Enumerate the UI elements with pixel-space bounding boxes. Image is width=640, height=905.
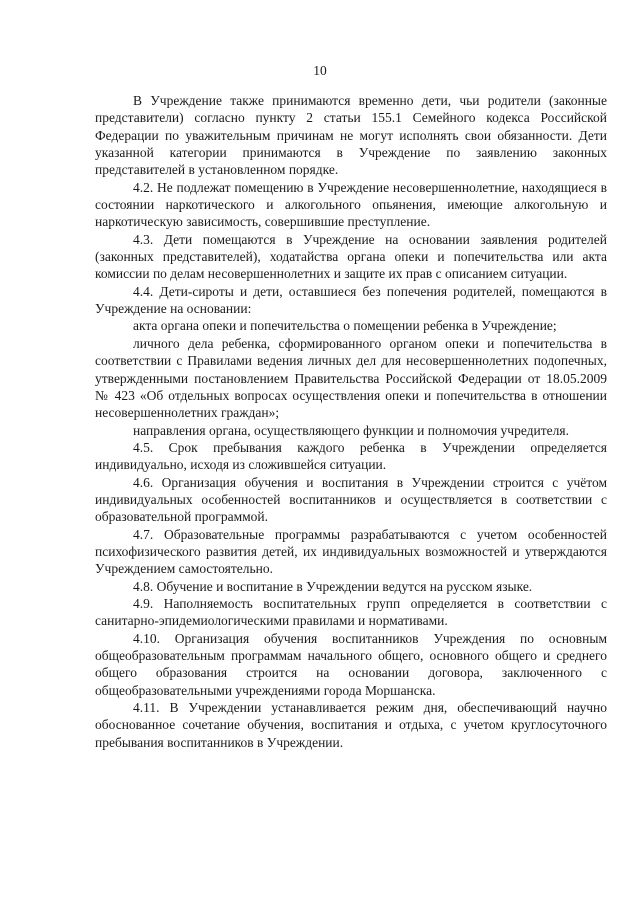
paragraph-4-4-item-act: акта органа опеки и попечительства о помещении ребенка в Учреждение; bbox=[133, 318, 557, 334]
paragraph-4-5: 4.5. Срок пребывания каждого ребенка в Учреждении определяется индивидуально, исходя из сложившейся ситуации. bbox=[95, 439, 607, 473]
paragraph-4-2: 4.2. Не подлежат помещению в Учреждение несовершеннолетние, находящиеся в состоянии наркотического и алкогольного опьянения, имеющие алкогольную и наркотическую зависимость, совершившие преступление. bbox=[95, 179, 607, 230]
paragraph-4-6: 4.6. Организация обучения и воспитания в Учреждении строится с учётом индивидуальных особенностей воспитанников и осуществляется в соответствии с образовательной программой. bbox=[95, 474, 607, 525]
paragraph-4-4: 4.4. Дети-сироты и дети, оставшиеся без попечения родителей, помещаются в Учреждение на основании: bbox=[95, 283, 607, 317]
paragraph-4-4-item-direction: направления органа, осуществляющего функции и полномочия учредителя. bbox=[133, 422, 569, 438]
paragraph-4-8: 4.8. Обучение и воспитание в Учреждении ведутся на русском языке. bbox=[133, 578, 533, 594]
paragraph-temporary-admission: В Учреждение также принимаются временно дети, чьи родители (законные представители) согласно пункту 2 статьи 155.1 Семейного кодекса Российской Федерации по уважительным причинам не могут исполнять свои обязанности. Дети указанной категории принимаются в Учреждение по заявлению законных представителей в установленном порядке. bbox=[95, 93, 607, 178]
paragraph-4-7: 4.7. Образовательные программы разрабатываются с учетом особенностей психофизического развития детей, их индивидуальных возможностей и утверждаются Учреждением самостоятельно. bbox=[95, 526, 607, 577]
paragraph-4-9: 4.9. Наполняемость воспитательных групп определяется в соответствии с санитарно-эпидемиологическими правилами и нормативами. bbox=[95, 595, 607, 629]
page-number: 10 bbox=[313, 63, 327, 78]
document-body bbox=[95, 92, 607, 751]
paragraph-4-10: 4.10. Организация обучения воспитанников Учреждения по основным общеобразовательным программам начального общего, основного общего и среднего общего образования строится на основании договора, заключенного с общеобразовательными учреждениями города Моршанска. bbox=[95, 630, 607, 698]
paragraph-4-11: 4.11. В Учреждении устанавливается режим дня, обеспечивающий научно обоснованное сочетание обучения, воспитания и отдыха, с учетом круглосуточного пребывания воспитанников в Учреждении. bbox=[95, 700, 607, 750]
paragraph-4-4-item-personal-file: личного дела ребенка, сформированного органом опеки и попечительства в соответствии с Правилами ведения личных дел для несовершеннолетних подопечных, утвержденными постановлением Правительства Российской Федерации от 18.05.2009 № 423 «Об отдельных вопросах осуществления опеки и попечительства в отношении несовершеннолетних граждан»; bbox=[95, 335, 607, 421]
paragraph-4-3: 4.3. Дети помещаются в Учреждение на основании заявления родителей (законных представителей), ходатайства органа опеки и попечительства или акта комиссии по делам несовершеннолетних и защите их прав с описанием ситуации. bbox=[95, 231, 607, 282]
